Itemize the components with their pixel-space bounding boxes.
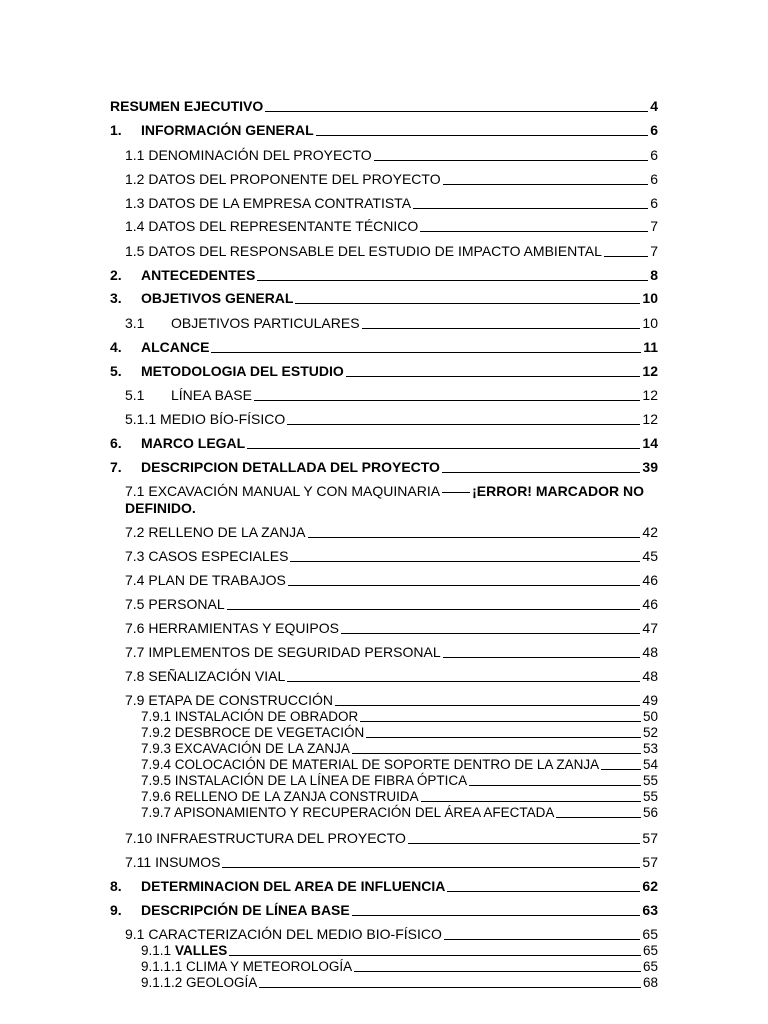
toc-entry-page: 53 [642,741,658,756]
dot-leader [421,800,641,802]
toc-entry-9-1-1-1[interactable] [141,959,658,974]
toc-entry-page: 56 [642,805,658,820]
toc-entry-7-10[interactable] [125,830,658,846]
toc-entry-title: DESCRIPCION DETALLADA DEL PROYECTO [141,459,440,475]
toc-entry-8[interactable] [110,878,658,894]
toc-entry-title: MARCO LEGAL [141,435,246,451]
dot-leader [247,447,640,449]
toc-entry-7-7[interactable] [125,644,658,660]
toc-entry-1-3[interactable] [125,195,658,211]
toc-entry-title: 7.6 HERRAMIENTAS Y EQUIPOS [125,620,339,636]
toc-entry-title: RESUMEN EJECUTIVO [110,98,264,114]
toc-entry-7-8[interactable] [125,668,658,684]
toc-entry-title: 7.1 EXCAVACIÓN MANUAL Y CON MAQUINARIA [125,483,441,499]
toc-entry-page: 7 [650,218,658,234]
toc-entry-page: 42 [642,524,658,540]
toc-entry-7-9-7[interactable] [141,805,658,820]
toc-entry-title: 9.1 CARACTERIZACIÓN DEL MEDIO BIO-FÍSICO [125,926,442,942]
toc-entry-title: 7.9.1 INSTALACIÓN DE OBRADOR [141,709,359,724]
dot-leader [604,255,648,257]
toc-entry-title: ALCANCE [141,339,210,355]
dot-leader [443,183,649,185]
toc-entry-7-5[interactable] [125,596,658,612]
toc-entry-page: 57 [642,854,658,870]
toc-entry-title: 5.1.1 MEDIO BÍO-FÍSICO [125,411,286,427]
dot-leader [257,279,648,281]
toc-entry-5-1-1[interactable] [125,411,658,427]
toc-entry-title: 7.9.6 RELLENO DE LA ZANJA CONSTRUIDA [141,789,419,804]
toc-entry-title: LÍNEA BASE [171,387,252,403]
toc-entry-title: 7.8 SEÑALIZACIÓN VIAL [125,668,286,684]
toc-entry-page: 48 [642,644,658,660]
toc-entry-7-6[interactable] [125,620,658,636]
dot-leader [222,866,640,868]
toc-entry-number: 9.1.1 [141,943,172,958]
error-bookmark-text: ¡ERROR! MARCADOR NO DEFINIDO. [125,483,644,516]
toc-entry-page: 63 [642,902,658,918]
toc-entry-title: 9.1.1.1 CLIMA Y METEOROLOGÍA [141,959,353,974]
toc-entry-number: 5.1 [125,387,145,403]
dot-leader [288,584,641,586]
toc-entry-7-9-3[interactable] [141,741,658,756]
dot-leader [346,375,641,377]
dot-leader [444,938,641,940]
dot-leader [469,784,641,786]
toc-entry-page: 12 [642,387,658,403]
toc-entry-4[interactable] [110,339,658,355]
toc-entry-title: 7.3 CASOS ESPECIALES [125,548,289,564]
toc-entry-page: 54 [642,757,658,772]
toc-entry-page: 57 [642,830,658,846]
dot-leader [352,914,641,916]
dot-leader [341,632,640,634]
toc-entry-resumen-ejecutivo[interactable] [110,98,658,114]
dot-leader [354,970,641,972]
toc-entry-page: 68 [642,975,658,990]
toc-entry-page: 46 [642,596,658,612]
toc-entry-7-9-2[interactable] [141,725,658,740]
toc-entry-7-2[interactable] [125,524,658,540]
dot-leader [335,704,640,706]
toc-entry-number: 4. [110,339,122,355]
toc-entry-number: 8. [110,878,122,894]
toc-entry-title: OBJETIVOS GENERAL [141,290,294,306]
dot-leader [287,423,640,425]
toc-entry-page: 39 [642,459,658,475]
toc-entry-page: 11 [643,339,658,355]
dot-leader [443,656,641,658]
toc-entry-page: 65 [642,943,658,958]
toc-entry-page: 12 [642,363,658,379]
toc-entry-5[interactable] [110,363,658,379]
dot-leader [295,302,640,304]
toc-entry-7-9-4[interactable] [141,757,658,772]
toc-entry-page: 55 [642,773,658,788]
dot-leader [259,986,641,988]
toc-entry-3[interactable] [110,290,658,306]
dot-leader [362,327,641,329]
toc-entry-1[interactable] [110,122,658,138]
dot-leader [290,560,640,562]
toc-entry-page: 6 [650,195,658,211]
toc-entry-3-1[interactable] [125,315,658,331]
toc-entry-1-1[interactable] [125,147,658,163]
toc-entry-page: 55 [642,789,658,804]
toc-entry-title: VALLES [175,943,228,958]
toc-entry-2[interactable] [110,267,658,283]
toc-entry-title: 1.1 DENOMINACIÓN DEL PROYECTO [125,147,372,163]
toc-entry-page: 45 [642,548,658,564]
dot-leader [227,608,641,610]
toc-entry-title: DESCRIPCIÓN DE LÍNEA BASE [141,902,350,918]
toc-entry-title: INFORMACIÓN GENERAL [141,122,314,138]
toc-entry-page: 65 [642,926,658,942]
toc-entry-page: 14 [642,435,658,451]
toc-entry-title: 7.4 PLAN DE TRABAJOS [125,572,286,588]
toc-entry-page: 49 [642,692,658,708]
toc-entry-title: 7.5 PERSONAL [125,596,225,612]
toc-entry-title: 7.9.5 INSTALACIÓN DE LA LÍNEA DE FIBRA ÓPTICA [141,773,468,788]
toc-entry-title: 7.9.2 DESBROCE DE VEGETACIÓN [141,725,365,740]
toc-entry-number: 3.1 [125,315,145,331]
toc-entry-7-4[interactable] [125,572,658,588]
toc-entry-title: 1.4 DATOS DEL REPRESENTANTE TÉCNICO [125,218,419,234]
toc-entry-title: 7.9.7 APISONAMIENTO Y RECUPERACIÓN DEL ÁREA AFECTADA [141,805,555,820]
toc-entry-page: 6 [650,147,658,163]
toc-entry-title: DETERMINACION DEL AREA DE INFLUENCIA [141,878,446,894]
toc-entry-page: 62 [642,878,658,894]
toc-entry-page: 46 [642,572,658,588]
dot-leader [442,492,470,493]
toc-entry-title: 1.5 DATOS DEL RESPONSABLE DEL ESTUDIO DE IMPACTO AMBIENTAL [125,243,602,259]
toc-entry-page: 12 [642,411,658,427]
dot-leader [420,230,648,232]
toc-entry-number: 7. [110,459,122,475]
toc-entry-1-5[interactable] [125,243,658,259]
toc-entry-7-1[interactable] [125,483,660,517]
toc-entry-title: 7.10 INFRAESTRUCTURA DEL PROYECTO [125,830,406,846]
toc-entry-title: 7.9.3 EXCAVACIÓN DE LA ZANJA [141,741,350,756]
dot-leader [229,954,641,956]
dot-leader [447,890,640,892]
toc-entry-9-1[interactable] [125,926,658,942]
toc-entry-9[interactable] [110,902,658,918]
toc-entry-page: 10 [642,315,658,331]
dot-leader [374,159,649,161]
dot-leader [211,351,641,353]
toc-entry-7-9-5[interactable] [141,773,658,788]
toc-entry-page: 47 [642,620,658,636]
toc-entry-title: OBJETIVOS PARTICULARES [171,315,360,331]
toc-entry-7-11[interactable] [125,854,658,870]
toc-entry-9-1-1-2[interactable] [141,975,658,990]
dot-leader [601,768,641,770]
toc-entry-7-9-6[interactable] [141,789,658,804]
dot-leader [442,471,640,473]
toc-entry-title: 7.11 INSUMOS [125,854,221,870]
toc-entry-title: ANTECEDENTES [141,267,256,283]
toc-entry-1-4[interactable] [125,218,658,234]
toc-entry-title: 1.2 DATOS DEL PROPONENTE DEL PROYECTO [125,171,441,187]
toc-entry-number: 1. [110,122,122,138]
dot-leader [316,134,649,136]
toc-entry-page: 10 [642,290,658,306]
toc-entry-7-3[interactable] [125,548,658,564]
toc-entry-page: 6 [650,122,658,138]
dot-leader [556,816,641,818]
dot-leader [413,207,648,209]
toc-entry-1-2[interactable] [125,171,658,187]
toc-entry-page: 7 [650,243,658,259]
toc-entry-9-1-1[interactable] [141,943,658,958]
toc-entry-page: 48 [642,668,658,684]
toc-entry-6[interactable] [110,435,658,451]
toc-entry-title: METODOLOGIA DEL ESTUDIO [141,363,344,379]
toc-entry-number: 5. [110,363,122,379]
toc-entry-7-9-1[interactable] [141,709,658,724]
toc-entry-title: 7.2 RELLENO DE LA ZANJA [125,524,306,540]
toc-entry-5-1[interactable] [125,387,658,403]
toc-entry-number: 6. [110,435,122,451]
dot-leader [308,536,641,538]
toc-entry-page: 8 [650,267,658,283]
toc-entry-page: 50 [642,709,658,724]
toc-entry-page: 6 [650,171,658,187]
toc-entry-title: 1.3 DATOS DE LA EMPRESA CONTRATISTA [125,195,412,211]
toc-entry-7-9[interactable] [125,692,658,708]
dot-leader [265,110,648,112]
toc-entry-number: 3. [110,290,122,306]
toc-entry-title: 7.9 ETAPA DE CONSTRUCCIÓN [125,692,333,708]
toc-entry-title: 7.9.4 COLOCACIÓN DE MATERIAL DE SOPORTE DENTRO DE LA ZANJA [141,757,600,772]
dot-leader [352,752,641,754]
toc-entry-number: 9. [110,902,122,918]
dot-leader [360,720,641,722]
toc-entry-title: 7.7 IMPLEMENTOS DE SEGURIDAD PERSONAL [125,644,441,660]
toc-entry-page: 52 [642,725,658,740]
dot-leader [408,842,641,844]
toc-entry-title: 9.1.1.2 GEOLOGÍA [141,975,258,990]
toc-entry-page: 65 [642,959,658,974]
toc-entry-number: 2. [110,267,122,283]
toc-entry-7[interactable] [110,459,658,475]
toc-entry-page: 4 [650,98,658,114]
dot-leader [287,680,640,682]
dot-leader [366,736,641,738]
dot-leader [254,399,640,401]
